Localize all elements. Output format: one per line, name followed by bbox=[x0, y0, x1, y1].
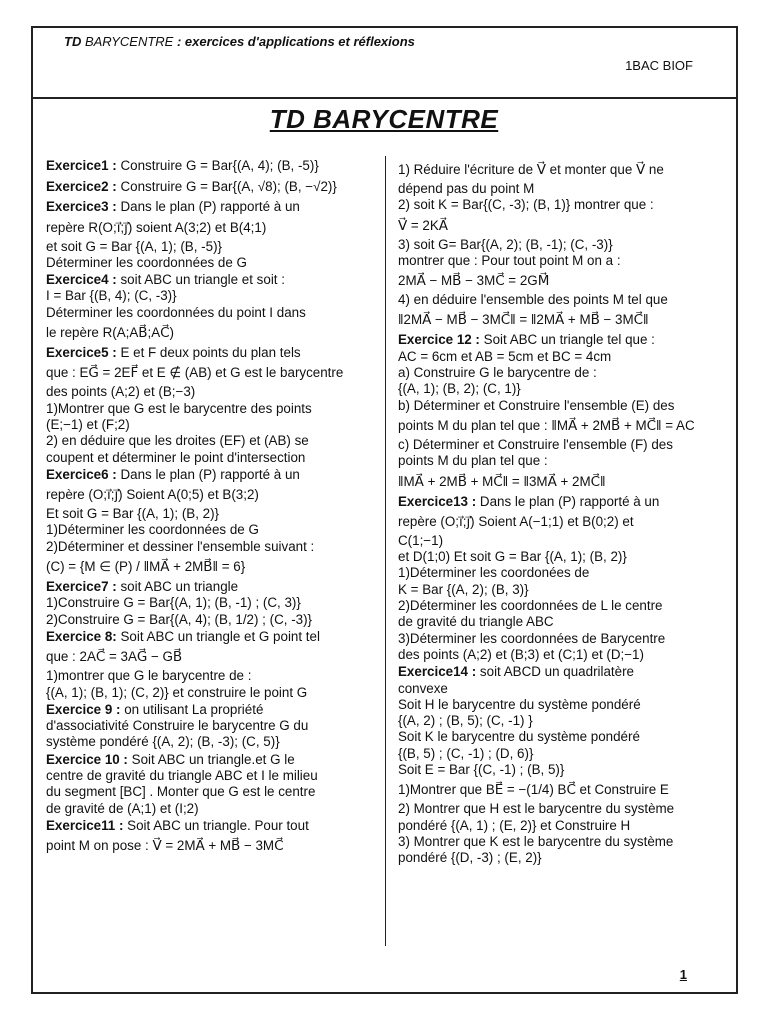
exercise-text: pondéré {(A, 1) ; (E, 2)} et Construire H bbox=[398, 817, 631, 833]
exercise-line bbox=[398, 332, 724, 348]
exercise-text: 2) en déduire que les droites (EF) et (AB) se bbox=[46, 433, 309, 449]
exercise-text: Dans le plan (P) rapporté à un bbox=[120, 466, 300, 482]
exercise-line bbox=[398, 292, 724, 308]
exercise-line bbox=[46, 539, 368, 555]
exercise-line bbox=[46, 450, 368, 466]
exercise-block bbox=[46, 345, 368, 466]
exercise-line bbox=[46, 685, 368, 701]
exercise-line bbox=[46, 272, 368, 288]
exercise-line bbox=[398, 664, 724, 680]
exercise-text: que : EG⃗ = 2EF⃗ et E ∉ (AB) et G est le barycentre bbox=[46, 365, 344, 381]
exercise-line bbox=[46, 483, 368, 506]
exercise-line bbox=[398, 729, 724, 745]
exercise-line bbox=[46, 718, 368, 734]
exercise-line bbox=[46, 199, 368, 215]
exercise-line bbox=[46, 384, 368, 400]
exercise-block bbox=[398, 158, 724, 331]
exercise-line bbox=[46, 401, 368, 417]
exercise-line bbox=[46, 834, 368, 857]
header-subtitle: : exercices d'applications et réflexions bbox=[176, 34, 415, 49]
exercise-line bbox=[398, 801, 724, 817]
exercise-text: Dans le plan (P) rapporté à un bbox=[479, 493, 660, 509]
exercise-line bbox=[46, 734, 368, 750]
exercise-text: Soit ABC un triangle. Pour tout bbox=[127, 817, 309, 833]
exercise-text: Construire G = Bar{(A, √8); (B, −√2)} bbox=[120, 179, 337, 195]
header-title bbox=[64, 34, 415, 49]
exercise-text: du segment [BC] . Monter que G est le centre bbox=[46, 784, 316, 800]
exercise-line bbox=[398, 598, 724, 614]
exercise-text: 1)Montrer que BE⃗ = −(1/4) BC⃗ et Construire E bbox=[398, 782, 669, 798]
exercise-text: 1)Construire G = Bar{(A, 1); (B, -1) ; (C, 3)} bbox=[46, 595, 301, 611]
exercise-line bbox=[398, 818, 724, 834]
exercise-text: soit ABC un triangle et soit : bbox=[120, 272, 285, 288]
exercise-text: 2)Déterminer les coordonnées de L le centre bbox=[398, 598, 663, 614]
exercise-line bbox=[46, 645, 368, 668]
exercise-line bbox=[46, 216, 368, 239]
exercise-text: point M on pose : V⃗ = 2MA⃗ + MB⃗ − 3MC⃗ bbox=[46, 838, 284, 854]
exercise-text: Soit K le barycentre du système pondéré bbox=[398, 729, 640, 745]
exercise-label: Exercice4 : bbox=[46, 272, 117, 288]
exercise-block bbox=[398, 664, 724, 866]
exercise-line bbox=[398, 778, 724, 801]
exercise-line bbox=[398, 308, 724, 331]
exercise-text: 1)Montrer que G est le barycentre des points bbox=[46, 400, 312, 416]
exercise-line bbox=[398, 437, 724, 453]
exercise-text: I = Bar {(B, 4); (C, -3)} bbox=[46, 288, 177, 304]
page-title: TD BARYCENTRE bbox=[269, 104, 499, 134]
exercise-label: Exercice 9 : bbox=[46, 701, 121, 717]
exercise-text: {(A, 1); (B, 2); (C, 1)} bbox=[398, 381, 521, 397]
exercise-line bbox=[46, 321, 368, 344]
exercise-line bbox=[46, 801, 368, 817]
exercise-text: V⃗ = 2KA⃗ bbox=[398, 217, 448, 233]
exercise-line bbox=[46, 629, 368, 645]
exercise-label: Exercice11 : bbox=[46, 817, 124, 833]
exercise-line bbox=[398, 614, 724, 630]
exercise-text: soit ABCD un quadrilatère bbox=[479, 664, 634, 680]
exercise-line bbox=[46, 768, 368, 784]
exercise-label: Exercice6 : bbox=[46, 466, 117, 482]
exercise-line bbox=[46, 288, 368, 304]
exercise-line bbox=[398, 381, 724, 397]
exercise-text: points M du plan tel que : ‖MA⃗ + 2MB⃗ + MC⃗‖ = AC bbox=[398, 417, 695, 433]
exercise-text: K = Bar {(A, 2); (B, 3)} bbox=[398, 581, 529, 597]
exercise-line bbox=[398, 834, 724, 850]
exercise-label: Exercice 10 : bbox=[46, 751, 128, 767]
exercise-line bbox=[46, 345, 368, 361]
exercise-text: 3) soit G= Bar{(A, 2); (B, -1); (C, -3)} bbox=[398, 236, 613, 252]
exercise-line bbox=[398, 253, 724, 269]
exercise-line bbox=[398, 510, 724, 533]
exercise-line bbox=[46, 361, 368, 384]
exercise-text: 1)Déterminer les coordonnées de G bbox=[46, 522, 259, 538]
exercise-line bbox=[398, 631, 724, 647]
exercise-line bbox=[46, 702, 368, 718]
exercise-text: Construire G = Bar{(A, 4); (B, -5)} bbox=[120, 158, 319, 173]
exercise-line bbox=[46, 467, 368, 483]
exercise-text: Soit ABC un triangle.et G le bbox=[131, 751, 295, 767]
exercise-line bbox=[46, 522, 368, 538]
exercise-line bbox=[46, 417, 368, 433]
exercise-line bbox=[46, 668, 368, 684]
exercise-line bbox=[398, 647, 724, 663]
exercise-text: 1)Déterminer les coordonées de bbox=[398, 565, 590, 581]
exercise-text: 3) Montrer que K est le barycentre du système bbox=[398, 833, 674, 849]
exercise-label: Exercice3 : bbox=[46, 199, 117, 215]
exercise-block bbox=[46, 199, 368, 271]
exercise-text: C(1;−1) bbox=[398, 532, 444, 548]
exercise-block bbox=[46, 579, 368, 628]
header-barycentre: BARYCENTRE bbox=[84, 34, 174, 49]
exercise-line bbox=[398, 762, 724, 778]
exercise-line bbox=[398, 365, 724, 381]
exercise-text: 1) Réduire l'écriture de V⃗ et monter que V⃗ ne bbox=[398, 162, 664, 177]
exercise-text: des points (A;2) et (B;3) et (C;1) et (D;−1) bbox=[398, 646, 644, 662]
exercise-line bbox=[46, 612, 368, 628]
exercise-line bbox=[398, 237, 724, 253]
exercise-text: de gravité du triangle ABC bbox=[398, 614, 554, 630]
exercise-block bbox=[46, 467, 368, 578]
exercise-text: a) Construire G le barycentre de : bbox=[398, 365, 597, 381]
exercise-text: (E;−1) et (F;2) bbox=[46, 416, 130, 432]
exercise-line bbox=[398, 214, 724, 237]
exercise-line bbox=[398, 850, 724, 866]
exercise-text: 1)montrer que G le barycentre de : bbox=[46, 668, 252, 684]
exercise-line bbox=[398, 453, 724, 469]
exercise-text: 2MA⃗ − MB⃗ − 3MC⃗ = 2GM⃗ bbox=[398, 273, 550, 289]
exercise-label: Exercice5 : bbox=[46, 345, 117, 361]
exercise-block bbox=[398, 494, 724, 664]
exercise-text: Soit H le barycentre du système pondéré bbox=[398, 696, 641, 712]
exercise-text: repère R(O;i⃗;j⃗) soient A(3;2) et B(4;1) bbox=[46, 219, 267, 235]
exercise-line bbox=[398, 533, 724, 549]
exercise-line bbox=[398, 414, 724, 437]
exercise-block bbox=[46, 158, 368, 174]
exercise-line bbox=[46, 433, 368, 449]
exercise-line bbox=[46, 175, 368, 198]
exercise-line bbox=[398, 681, 724, 697]
exercise-label: Exercice1 : bbox=[46, 158, 117, 173]
exercise-line bbox=[46, 239, 368, 255]
exercise-block bbox=[46, 175, 368, 198]
exercise-text: Déterminer les coordonnées de G bbox=[46, 254, 247, 270]
exercise-text: système pondéré {(A, 2); (B, -3); (C, 5)} bbox=[46, 734, 280, 750]
exercise-text: Déterminer les coordonnées du point I dans bbox=[46, 304, 306, 320]
exercise-line bbox=[398, 158, 724, 181]
exercise-block bbox=[46, 702, 368, 751]
exercise-line bbox=[398, 398, 724, 414]
header-class-level: 1BAC BIOF bbox=[625, 58, 693, 73]
exercise-line bbox=[398, 349, 724, 365]
exercise-text: ‖2MA⃗ − MB⃗ − 3MC⃗‖ = ‖2MA⃗ + MB⃗ − 3MC⃗‖ bbox=[398, 312, 649, 328]
exercise-text: 3)Déterminer les coordonnées de Barycentre bbox=[398, 630, 666, 646]
exercise-text: AC = 6cm et AB = 5cm et BC = 4cm bbox=[398, 348, 612, 364]
exercise-line bbox=[398, 181, 724, 197]
exercise-line bbox=[398, 713, 724, 729]
exercise-text: {(A, 1); (B, 1); (C, 2)} et construire le point G bbox=[46, 684, 308, 700]
exercise-text: (C) = {M ∈ (P) / ‖MA⃗ + 2MB⃗‖ = 6} bbox=[46, 559, 246, 575]
header-td: TD bbox=[64, 34, 82, 49]
exercise-block bbox=[46, 818, 368, 857]
exercise-text: coupent et déterminer le point d'intersection bbox=[46, 449, 306, 465]
exercise-text: points M du plan tel que : bbox=[398, 453, 548, 469]
exercise-text: pondéré {(D, -3) ; (E, 2)} bbox=[398, 850, 542, 866]
exercise-block bbox=[46, 272, 368, 344]
exercise-label: Exercice13 : bbox=[398, 493, 477, 509]
exercise-text: c) Déterminer et Construire l'ensemble (F) des bbox=[398, 436, 673, 452]
exercise-line bbox=[398, 746, 724, 762]
exercise-text: repère (O;i⃗;j⃗) Soient A(0;5) et B(3;2) bbox=[46, 487, 259, 503]
exercise-line bbox=[398, 697, 724, 713]
exercise-text: Et soit G = Bar {(A, 1); (B, 2)} bbox=[46, 506, 220, 522]
exercise-text: 2) Montrer que H est le barycentre du système bbox=[398, 801, 675, 817]
page-number: 1 bbox=[679, 967, 687, 982]
exercise-label: Exercice7 : bbox=[46, 579, 117, 595]
exercise-line bbox=[398, 582, 724, 598]
exercise-text: {(A, 2) ; (B, 5); (C, -1) } bbox=[398, 713, 533, 729]
exercise-text: que : 2AC⃗ = 3AG⃗ − GB⃗ bbox=[46, 649, 183, 665]
exercise-text: d'associativité Construire le barycentre G du bbox=[46, 718, 309, 734]
exercise-text: des points (A;2) et (B;−3) bbox=[46, 384, 196, 400]
exercise-text: ‖MA⃗ + 2MB⃗ + MC⃗‖ = ‖3MA⃗ + 2MC⃗‖ bbox=[398, 473, 606, 489]
exercise-text: convexe bbox=[398, 680, 448, 696]
exercise-text: soit ABC un triangle bbox=[120, 579, 239, 595]
exercise-text: 2) soit K = Bar{(C, -3); (B, 1)} montrer que : bbox=[398, 197, 654, 213]
exercise-label: Exercice 8: bbox=[46, 628, 117, 644]
exercise-text: Soit ABC un triangle et G point tel bbox=[120, 628, 320, 644]
exercise-text: le repère R(A;AB⃗;AC⃗) bbox=[46, 325, 174, 341]
exercise-block bbox=[46, 629, 368, 701]
exercise-line bbox=[46, 595, 368, 611]
exercise-line bbox=[46, 579, 368, 595]
exercise-text: 2)Construire G = Bar{(A, 4); (B, 1/2) ; (C, -3)} bbox=[46, 611, 313, 627]
exercise-text: 4) en déduire l'ensemble des points M tel que bbox=[398, 292, 668, 308]
exercise-text: on utilisant La propriété bbox=[124, 701, 264, 717]
exercise-line bbox=[46, 752, 368, 768]
exercise-line bbox=[46, 158, 368, 174]
exercise-text: b) Déterminer et Construire l'ensemble (E) des bbox=[398, 397, 675, 413]
exercise-line bbox=[398, 549, 724, 565]
left-column bbox=[46, 158, 368, 858]
exercise-line bbox=[46, 784, 368, 800]
exercise-line bbox=[46, 255, 368, 271]
exercise-text: Dans le plan (P) rapporté à un bbox=[120, 199, 300, 215]
exercise-line bbox=[46, 818, 368, 834]
exercise-text: montrer que : Pour tout point M on a : bbox=[398, 252, 621, 268]
exercise-text: centre de gravité du triangle ABC et I le milieu bbox=[46, 768, 318, 784]
exercise-text: repère (O;i⃗;j⃗) Soient A(−1;1) et B(0;2) et bbox=[398, 513, 634, 529]
exercise-label: Exercice14 : bbox=[398, 664, 477, 680]
exercise-label: Exercice 12 : bbox=[398, 332, 480, 348]
exercise-line bbox=[398, 470, 724, 493]
exercise-text: et D(1;0) Et soit G = Bar {(A, 1); (B, 2)} bbox=[398, 549, 627, 565]
exercise-line bbox=[46, 305, 368, 321]
exercise-block bbox=[398, 332, 724, 492]
right-column bbox=[398, 158, 724, 868]
exercise-line bbox=[398, 269, 724, 292]
exercise-text: E et F deux points du plan tels bbox=[120, 345, 301, 361]
exercise-text: et soit G = Bar {(A, 1); (B, -5)} bbox=[46, 238, 223, 254]
exercise-label: Exercice2 : bbox=[46, 179, 117, 195]
exercise-line bbox=[398, 565, 724, 581]
column-divider bbox=[385, 156, 386, 946]
exercise-text: Soit ABC un triangle tel que : bbox=[483, 332, 655, 348]
exercise-line bbox=[46, 506, 368, 522]
exercise-text: 2)Déterminer et dessiner l'ensemble suivant : bbox=[46, 538, 315, 554]
exercise-text: {(B, 5) ; (C, -1) ; (D, 6)} bbox=[398, 745, 534, 761]
exercise-text: Soit E = Bar {(C, -1) ; (B, 5)} bbox=[398, 762, 565, 778]
exercise-line bbox=[46, 555, 368, 578]
exercise-text: dépend pas du point M bbox=[398, 181, 535, 196]
exercise-text: de gravité de (A;1) et (I;2) bbox=[46, 800, 199, 816]
exercise-block bbox=[46, 752, 368, 817]
exercise-line bbox=[398, 494, 724, 510]
exercise-line bbox=[398, 197, 724, 213]
